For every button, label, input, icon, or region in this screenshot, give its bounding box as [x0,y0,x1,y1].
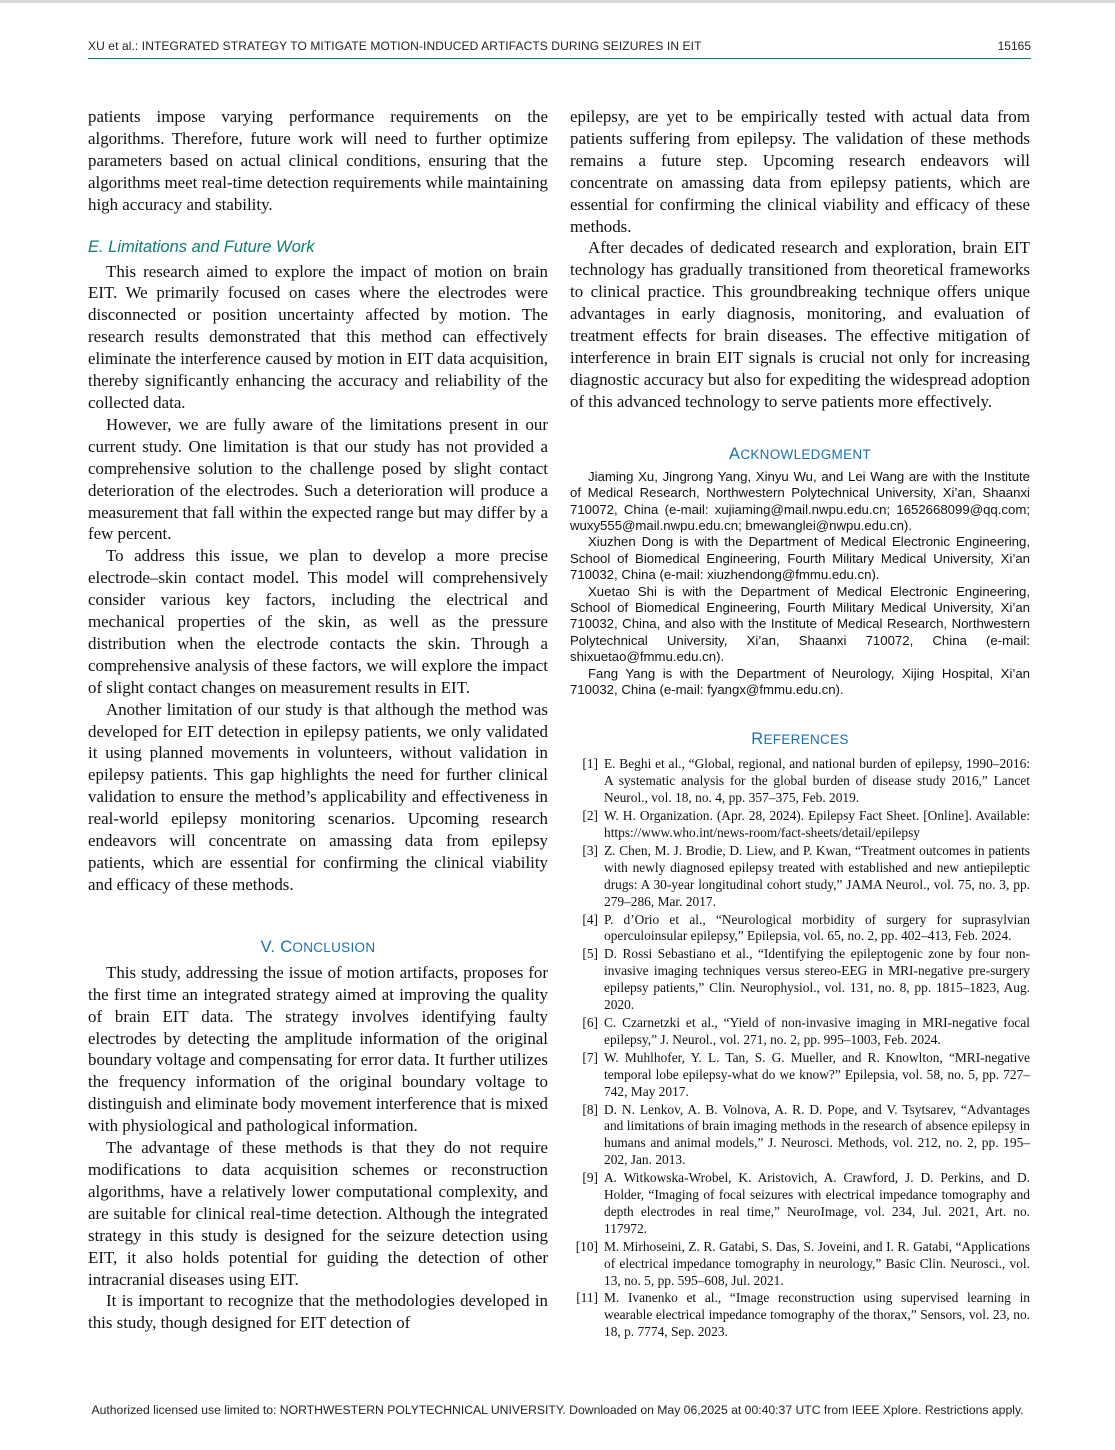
reference-number: [7] [582,1049,598,1065]
page-number: 15165 [997,39,1031,53]
reference-text: P. d’Orio et al., “Neurological morbidity of surgery for suprasylvian operculoinsular epilepsy,” Epilepsia, vol. 65, no. 2, pp. 402–413, Feb. 2024. [604,911,1030,944]
ack-paragraph-2: Xiuzhen Dong is with the Department of Medical Electronic Engineering, School of Biomedical Engineering, Fourth Military Medical University, Xi’an 710032, China (e-mail: xiuzhendong@fmmu.edu.cn). [570,534,1030,583]
references-heading [570,728,1030,751]
reference-item [570,1290,1030,1341]
reference-text: C. Czarnetzki et al., “Yield of non-invasive imaging in MRI-negative focal epilepsy,” J. Neurol., vol. 271, no. 2, pp. 995–1003, Feb. 2024. [604,1014,1030,1047]
reference-item [570,1015,1030,1049]
reference-text: W. H. Organization. (Apr. 28, 2024). Epilepsy Fact Sheet. [Online]. Available: https://www.who.int/news-room/fact-sheets/detail/epilepsy [604,808,1030,840]
reference-item [570,756,1030,807]
ack-paragraph-1: Jiaming Xu, Jingrong Yang, Xinyu Wu, and Lei Wang are with the Institute of Medical Research, Northwestern Polytechnical University, Xi’an, Shaanxi 710072, China (e-mail: xujiaming@mail.nwpu.edu.cn; 1652668099@qq.com; wuxy555@mail.nwpu.edu.cn; bmewanglei@nwpu.edu.cn). [570,468,1030,533]
reference-text: M. Ivanenko et al., “Image reconstruction using supervised learning in wearable electrical impedance tomography of the thorax,” Sensors, vol. 23, no. 18, p. 7774, Sep. 2023. [604,1290,1030,1340]
reference-number: [4] [582,911,598,927]
ack-paragraph-3: Xuetao Shi is with the Department of Medical Electronic Engineering, School of Biomedical Engineering, Fourth Military Medical University, Xi’an 710032, China, and also with the Institute of Medical Research, Northwestern Polytechnical University, Xi’an, Shaanxi 710072, China (e-mail: shixuetao@fmmu.edu.cn). [570,583,1030,665]
reference-number: [11] [576,1290,598,1306]
reference-number: [10] [575,1238,598,1254]
license-footer: Authorized licensed use limited to: NORTHWESTERN POLYTECHNICAL UNIVERSITY. Downloaded on May 06,2025 at 00:40:37 UTC from IEEE Xplore. Restrictions apply. [91,1403,1024,1417]
running-title: XU et al.: INTEGRATED STRATEGY TO MITIGATE MOTION-INDUCED ARTIFACTS DURING SEIZURES IN EIT [88,39,702,53]
ack-title-cap: A [729,444,741,463]
reference-text: Z. Chen, M. J. Brodie, D. Liew, and P. Kwan, “Treatment outcomes in patients with newly diagnosed epilepsy treated with established and new antiepileptic drugs: A 30-year longitudinal cohort study,” JAMA Neurol., vol. 75, no. 3, pp. 279–286, Mar. 2017. [604,842,1030,909]
conclusion-paragraph-2: The advantage of these methods is that they do not require modifications to data acquisition schemes or reconstruction algorithms, have a relatively lower computational complexity, and are suitable for clinical real-time detection. Although the integrated strategy in this study is designed for the seizure detection using EIT, it also holds potential for guiding the detection of other intracranial diseases using EIT. [88,1138,548,1289]
acknowledgment-block [570,469,1030,699]
ack-paragraph-4: Fang Yang is with the Department of Neurology, Xijing Hospital, Xi’an 710032, China (e-mail: fyangx@fmmu.edu.cn). [570,665,1030,697]
reference-number: [1] [582,756,598,772]
reference-text: M. Mirhoseini, Z. R. Gatabi, S. Das, S. Joveini, and I. R. Gatabi, “Applications of electrical impedance tomography in neurology,” Basic Clin. Neurosci., vol. 13, no. 5, pp. 595–608, Jul. 2021. [604,1238,1030,1288]
conclusion-paragraph-3: It is important to recognize that the methodologies developed in this study, though designed for EIT detection of [88,1291,548,1333]
reference-item [570,912,1030,946]
reference-text: E. Beghi et al., “Global, regional, and national burden of epilepsy, 1990–2016: A systematic analysis for the global burden of disease study 2016,” Lancet Neurol., vol. 18, no. 4, pp. 357–375, Feb. 2019. [604,756,1030,806]
reference-item [570,808,1030,842]
reference-number: [2] [582,808,598,824]
outlook-paragraph: After decades of dedicated research and exploration, brain EIT technology has gradually transitioned from theoretical frameworks to clinical practice. This groundbreaking technique offers unique advantages in early diagnosis, monitoring, and evaluation of treatment effects for brain diseases. The effective mitigation of interference in brain EIT signals is crucial not only for increasing diagnostic accuracy but also for expediting the widespread adoption of this advanced technology to serve patients more effectively. [570,238,1030,411]
reference-text: D. N. Lenkov, A. B. Volnova, A. R. D. Pope, and V. Tsytsarev, “Advantages and limitations of brain imaging methods in the research of absence epilepsy in humans and animal models,” J. Neurosci. Methods, vol. 212, no. 2, pp. 195–202, Jan. 2013. [604,1101,1030,1168]
reference-text: A. Witkowska-Wrobel, K. Aristovich, A. Crawford, J. D. Perkins, and D. Holder, “Imaging of focal seizures with electrical impedance tomography and depth electrodes in real time,” NeuroImage, vol. 234, Jul. 2021, Art. no. 117972. [604,1170,1030,1236]
reference-text: D. Rossi Sebastiano et al., “Identifying the epileptogenic zone by four non-invasive imaging techniques versus stereo-EEG in MRI-negative pre-surgery epilepsy patients,” Clin. Neurophysiol., vol. 131, no. 8, pp. 1815–1823, Aug. 2020. [604,946,1030,1013]
reference-item [570,1239,1030,1290]
ack-title-rest: CKNOWLEDGMENT [740,446,871,462]
limitations-paragraph-3: To address this issue, we plan to develop a more precise electrode–skin contact model. This model will comprehensively consider various key factors, including the electrical and mechanical properties of the skin, as well as the pressure distribution when the electrode contacts the skin. Through a comprehensive analysis of these factors, we will explore the impact of slight contact changes on measurement results in EIT. [88,546,548,697]
reference-item [570,843,1030,911]
conclusion-title-rest: ONCLUSION [292,939,376,955]
left-column [88,106,548,1334]
ref-title-rest: EFERENCES [763,732,849,748]
conclusion-paragraph-1: This study, addressing the issue of motion artifacts, proposes for the first time an integrated strategy aimed at improving the quality of brain EIT data. The strategy involves identifying faulty electrodes by detecting the amplitude information of the original boundary voltage and compensating for error data. It further utilizes the frequency information of the original boundary voltage to distinguish and eliminate body movement interference that is mixed with physiological and pathological information. [88,962,548,1136]
conclusion-heading [88,936,548,959]
right-column [570,106,1030,1342]
reference-item [570,1170,1030,1238]
ref-title-cap: R [751,730,764,749]
limitations-paragraph-4: Another limitation of our study is that although the method was developed for EIT detection in epilepsy patients, we only validated it using planned movements in volunteers, without validation in epilepsy patients. This gap highlights the need for further clinical validation to ensure the method’s applicability and effectiveness in real-world epilepsy monitoring scenarios. Upcoming research endeavors will concentrate on amassing data from epilepsy patients, which are essential for confirming the clinical viability and efficacy of these methods. [88,699,548,894]
top-border [0,0,1115,3]
reference-item [570,1050,1030,1101]
limitations-paragraph-2: However, we are fully aware of the limitations present in our current study. One limitation is that our study has not provided a comprehensive solution to the challenge posed by slight contact deterioration of the electrodes. Such a deterioration will produce a measurement that fall within the expected range but may differ by a few percent. [88,414,548,544]
intro-paragraph: patients impose varying performance requirements on the algorithms. Therefore, future work will need to further optimize parameters based on actual clinical conditions, ensuring that the algorithms meet real-time detection requirements while maintaining high accuracy and stability. [88,107,548,214]
reference-number: [9] [582,1170,598,1186]
reference-number: [3] [582,842,598,858]
references-list [570,756,1030,1341]
limitations-paragraph-1: This research aimed to explore the impact of motion on brain EIT. We primarily focused on cases where the electrodes were disconnected or position uncertainty affected by motion. The research results demonstrated that this method can effectively eliminate the interference caused by motion in EIT data acquisition, thereby significantly enhancing the accuracy and reliability of the collected data. [88,261,548,412]
conclusion-title-cap: C [280,937,293,956]
conclusion-number: V. [260,937,281,956]
reference-item [570,1102,1030,1170]
reference-item [570,946,1030,1014]
reference-number: [5] [582,946,598,962]
continued-paragraph: epilepsy, are yet to be empirically tested with actual data from patients suffering from epilepsy. The validation of these methods remains a future step. Upcoming research endeavors will concentrate on amassing data from epilepsy patients, which are essential for confirming the clinical viability and efficacy of these methods. [570,107,1030,236]
subsection-title: E. Limitations and Future Work [88,237,315,256]
reference-text: W. Muhlhofer, Y. L. Tan, S. G. Mueller, and R. Knowlton, “MRI-negative temporal lobe epilepsy-what do we know?” Epilepsia, vol. 58, no. 5, pp. 727–742, May 2017. [604,1049,1030,1099]
running-header [88,38,1031,59]
reference-number: [8] [582,1101,598,1117]
acknowledgment-heading [570,443,1030,466]
reference-number: [6] [582,1014,598,1030]
